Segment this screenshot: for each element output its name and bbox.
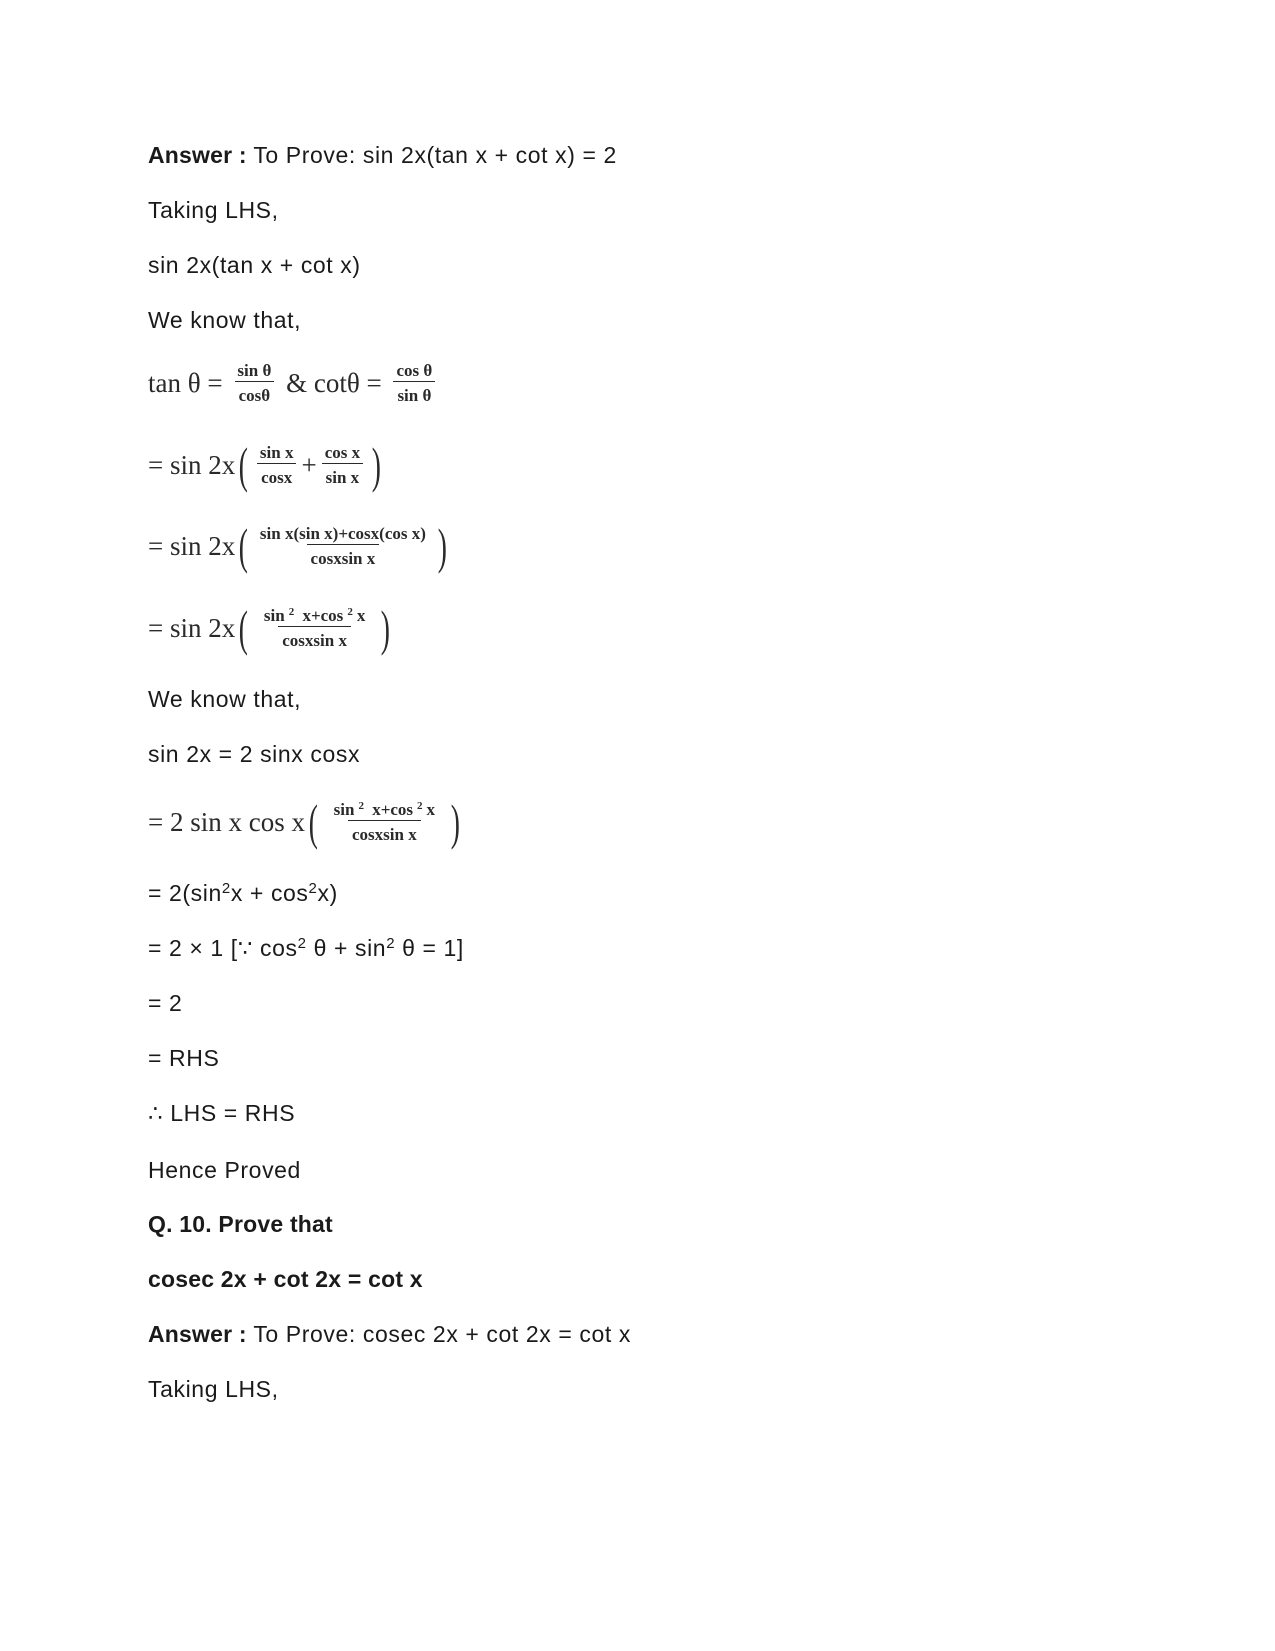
step2-numerator: sin x(sin x)+cosx(cos x) [259,524,426,543]
right-paren: ) [437,518,447,574]
step3-fraction [256,605,373,651]
right-paren: ) [381,600,391,656]
q10-answer-statement: To Prove: cosec 2x + cot 2x = cot x [253,1321,631,1347]
exponent: 2 [297,935,307,952]
step2-fraction [256,523,430,569]
step4-numerator [326,799,443,820]
left-paren: ( [238,600,249,656]
q10-answer-line [148,1321,631,1348]
exponent: 2 [417,800,423,812]
num-part: sin [263,606,285,625]
step4-prefix: = 2 sin x cos x [148,806,305,837]
step6-part: = 2 × 1 [∵ cos [148,935,298,961]
exponent: 2 [358,800,364,812]
num-part: x+cos [367,800,414,819]
num-part: sin [333,800,355,819]
left-paren: ( [308,794,318,850]
step2-prefix: = sin 2x [148,530,236,561]
step6-part: θ + sin [306,935,387,961]
step5-part: = 2(sin [148,880,222,906]
step1-fraction-2 [321,442,364,488]
cot-numerator: cos θ [396,361,433,380]
exponent: 2 [221,880,231,897]
cot-fraction [393,360,437,406]
step3-prefix: = sin 2x [148,612,236,643]
q10-statement-text: cosec 2x + cot 2x = cot x [148,1266,423,1292]
step3-numerator [256,605,373,626]
exponent: 2 [288,606,295,618]
step1-f1-denominator: cosx [257,463,296,488]
exponent: 2 [308,880,318,897]
therefore-line: ∴ LHS = RHS [148,1100,296,1126]
num-part: x [356,606,366,625]
double-angle-identity: sin 2x = 2 sinx cosx [148,741,361,767]
cot-denominator: sin θ [393,381,435,406]
step2-denominator: cosxsin x [307,544,380,569]
exponent: 2 [386,935,396,952]
step3-denominator: cosxsin x [278,626,351,651]
lhs-expression: sin 2x(tan x + cot x) [148,252,361,278]
step6-part: θ = 1] [395,935,464,961]
exponent: 2 [347,606,353,618]
equation-step-2 [148,518,451,574]
we-know-text: We know that, [148,307,302,333]
left-paren: ( [238,518,249,574]
q10-taking-lhs: Taking LHS, [148,1376,279,1402]
equation-step-4 [148,794,464,850]
equation-step-8: = RHS [148,1045,220,1071]
tan-lhs: tan θ = [148,367,230,398]
right-paren: ) [450,794,460,850]
step5-part: x) [317,880,338,906]
right-paren: ) [371,437,382,493]
step4-fraction [326,799,443,845]
step1-f1-numerator: sin x [259,443,294,462]
equation-step-5 [148,880,338,907]
q10-heading-text: Q. 10. Prove that [148,1211,333,1237]
taking-lhs-text: Taking LHS, [148,197,279,223]
equation-step-7: = 2 [148,990,183,1016]
step1-prefix: = sin 2x [148,449,236,480]
question-10-statement [148,1266,423,1293]
step1-fraction-1 [256,442,298,488]
equation-step-6 [148,935,464,962]
hence-proved: Hence Proved [148,1157,301,1183]
we-know-text-2: We know that, [148,686,302,712]
identity-equation [148,360,440,406]
answer-line [148,142,617,169]
equation-step-3 [148,600,394,656]
left-paren: ( [238,437,249,493]
tan-fraction [233,360,275,406]
ampersand: & [279,367,314,398]
step1-f2-numerator: cos x [324,443,361,462]
answer-statement: To Prove: sin 2x(tan x + cot x) = 2 [253,142,617,168]
question-10-heading [148,1211,333,1238]
q10-answer-label: Answer : [148,1321,247,1347]
tan-numerator: sin θ [237,361,272,380]
tan-denominator: cosθ [235,381,275,406]
num-part: x [426,800,436,819]
step1-f2-denominator: sin x [322,463,364,488]
cot-lhs: cotθ = [313,367,389,398]
step4-denominator: cosxsin x [348,820,421,845]
step5-part: x + cos [230,880,309,906]
plus-sign: + [301,449,317,480]
answer-label: Answer : [148,142,247,168]
equation-step-1 [148,437,385,493]
num-part: x+cos [298,606,344,625]
